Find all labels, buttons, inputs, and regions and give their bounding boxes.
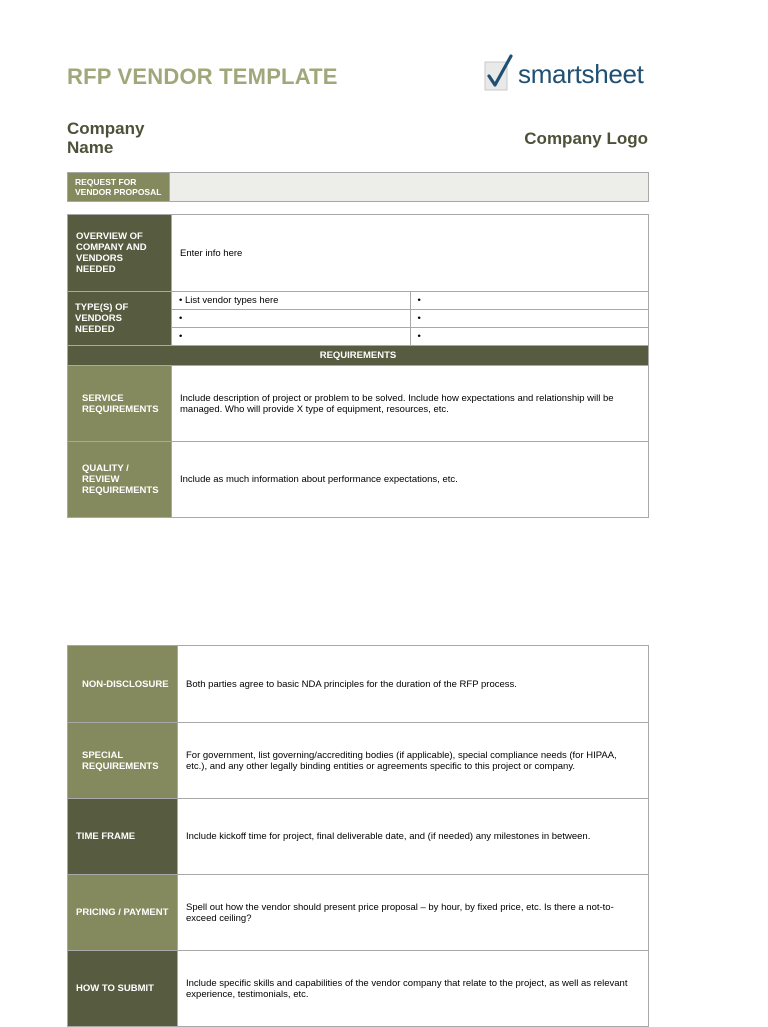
time-frame-field[interactable]: Include kickoff time for project, final deliverable date, and (if needed) any milestones in between. [178, 799, 649, 875]
vendor-type-cell[interactable]: • [410, 310, 649, 328]
rfp-title-table [67, 172, 649, 202]
special-requirements-label: SPECIAL REQUIREMENTS [68, 723, 178, 799]
overview-field[interactable]: Enter info here [172, 215, 649, 292]
time-frame-label: TIME FRAME [68, 799, 178, 875]
quality-requirements-label: QUALITY / REVIEW REQUIREMENTS [68, 442, 172, 518]
non-disclosure-field[interactable]: Both parties agree to basic NDA principles for the duration of the RFP process. [178, 646, 649, 723]
how-to-submit-label: HOW TO SUBMIT [68, 951, 178, 1027]
quality-requirements-field[interactable]: Include as much information about performance expectations, etc. [172, 442, 649, 518]
how-to-submit-field[interactable]: Include specific skills and capabilities of the vendor company that relate to the project, as well as relevant experience, testimonials, etc. [178, 951, 649, 1027]
pricing-payment-field[interactable]: Spell out how the vendor should present price proposal – by hour, by fixed price, etc. Is there a not-to-exceed ceiling? [178, 875, 649, 951]
terms-table [67, 645, 649, 1027]
non-disclosure-label: NON-DISCLOSURE [68, 646, 178, 723]
vendor-type-cell[interactable]: • [410, 292, 649, 310]
checkmark-logo-icon [483, 54, 513, 94]
rfp-value-field[interactable] [170, 173, 649, 202]
vendor-types-label: TYPE(S) OF VENDORS NEEDED [68, 292, 172, 346]
service-requirements-field[interactable]: Include description of project or problem to be solved. Include how expectations and relationship will be managed. Who will provide X type of equipment, resources, etc. [172, 366, 649, 442]
document-title: RFP VENDOR TEMPLATE [67, 64, 338, 89]
main-table [67, 214, 649, 518]
requirements-header: REQUIREMENTS [68, 346, 649, 366]
smartsheet-logo [483, 54, 644, 94]
vendor-type-cell[interactable]: • [172, 310, 411, 328]
overview-label: OVERVIEW OF COMPANY AND VENDORS NEEDED [68, 215, 172, 292]
company-name[interactable]: Company Name [67, 119, 145, 157]
vendor-type-cell[interactable]: • [410, 328, 649, 346]
rfp-label: REQUEST FOR VENDOR PROPOSAL [68, 173, 170, 202]
special-requirements-field[interactable]: For government, list governing/accrediting bodies (if applicable), special compliance needs (for HIPAA, etc.), and any other legally binding entities or agreements specific to this project or company. [178, 723, 649, 799]
vendor-type-cell[interactable]: • List vendor types here [172, 292, 411, 310]
logo-wordmark: smartsheet [518, 58, 644, 89]
pricing-payment-label: PRICING / PAYMENT [68, 875, 178, 951]
vendor-type-cell[interactable]: • [172, 328, 411, 346]
company-logo-placeholder[interactable]: Company Logo [524, 129, 648, 148]
service-requirements-label: SERVICE REQUIREMENTS [68, 366, 172, 442]
